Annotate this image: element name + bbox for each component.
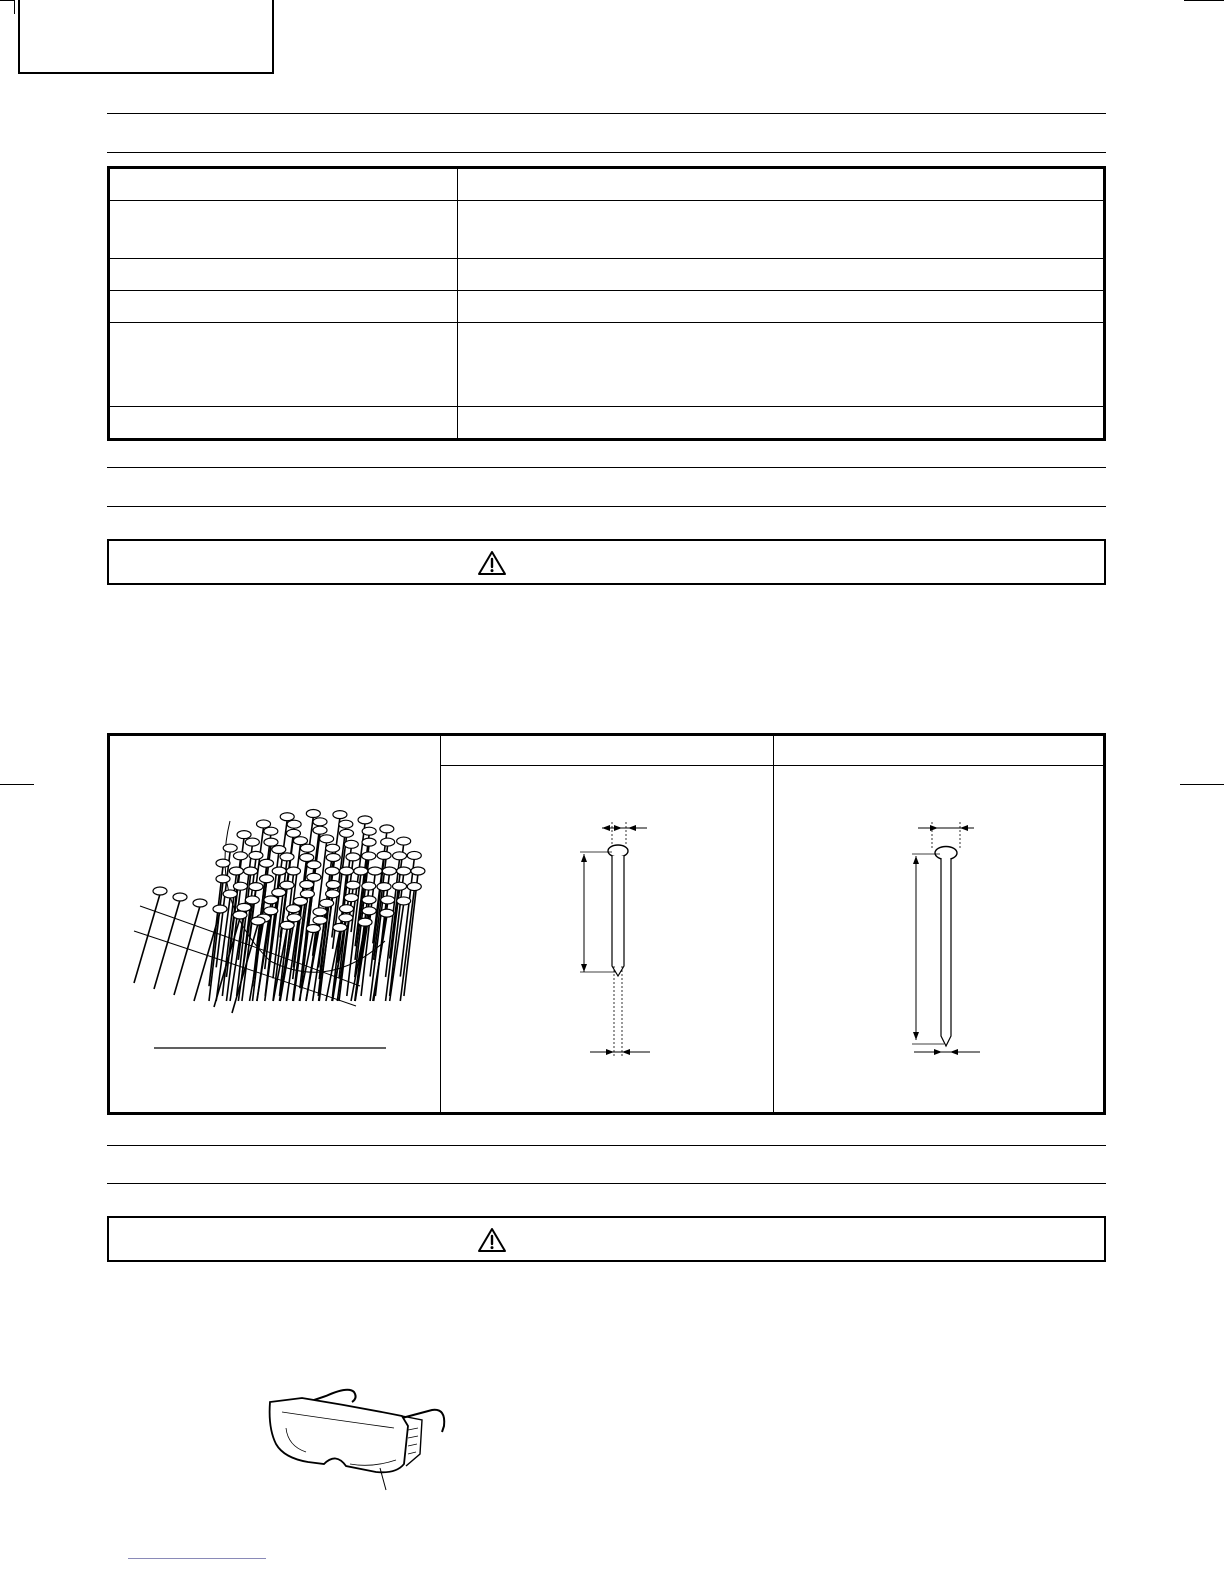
coil-nail-head: [307, 873, 321, 881]
crop-mark-top-left-vertical: [14, 0, 15, 14]
coil-nail-head: [325, 867, 339, 875]
coil-nail-head: [381, 896, 395, 904]
crop-mark-top-left: [0, 0, 14, 1]
coil-nail-head: [306, 810, 320, 818]
coil-nail-head: [333, 811, 347, 819]
language-tab: [18, 0, 274, 74]
coil-nail-head: [339, 820, 353, 828]
spec-row: [109, 291, 1105, 323]
coil-nail-head: [287, 914, 301, 922]
coil-nail-head: [264, 827, 278, 835]
coil-nail-head: [362, 838, 376, 846]
coil-nail-head: [286, 905, 300, 913]
spec-value: [458, 168, 1105, 201]
coil-nail-head: [358, 816, 372, 824]
coil-nail-group: [134, 810, 425, 1013]
fastener-warning-box: [107, 539, 1106, 585]
coil-nail-head: [280, 881, 294, 889]
coil-nail-head: [362, 852, 376, 860]
safety-warning-box: [107, 1216, 1106, 1262]
coil-nail-head: [216, 875, 230, 883]
section-rule: [107, 1145, 1106, 1146]
nail-selection-table: [107, 733, 1106, 1115]
coil-nail-head: [362, 907, 376, 915]
section-rule: [107, 1183, 1106, 1184]
coil-nail-shank: [386, 859, 400, 977]
coil-nail-head: [320, 899, 334, 907]
section-rule: [107, 506, 1106, 507]
nail-table-divider: [773, 736, 774, 1112]
coil-nail-head: [407, 883, 421, 891]
coil-nail-head: [411, 867, 425, 875]
coil-nail-head: [293, 837, 307, 845]
nail-coil-illustration: [120, 791, 440, 1061]
coil-nail-head: [381, 838, 395, 846]
coil-nail-head: [380, 909, 394, 917]
coil-nail-head: [223, 890, 237, 898]
coil-nail-head: [306, 924, 320, 932]
warning-triangle-icon: [477, 1227, 507, 1253]
coil-nail-head: [362, 896, 376, 904]
coil-nail-head: [313, 818, 327, 826]
section-rule: [107, 113, 1106, 114]
coil-nail-head: [344, 894, 358, 902]
safety-glasses-illustration: [262, 1368, 452, 1492]
crop-mark-mid-right: [1180, 784, 1224, 785]
spec-label: [109, 168, 458, 201]
coil-nail-head: [397, 867, 411, 875]
coil-nail-shank: [250, 921, 264, 1001]
coil-nail-head: [286, 867, 300, 875]
spec-label: [109, 407, 458, 440]
coil-nail-head: [344, 840, 358, 848]
warning-triangle-icon: [477, 550, 507, 576]
coil-nail-head: [313, 916, 327, 924]
coil-nail-head: [272, 867, 286, 875]
coil-nail-head: [358, 918, 372, 926]
coil-nail-head: [380, 825, 394, 833]
coil-nail-head: [229, 867, 243, 875]
coil-nail-shank: [194, 912, 220, 1001]
coil-nail-head: [397, 897, 411, 905]
coil-nail-head: [264, 838, 278, 846]
coil-nail-head: [339, 914, 353, 922]
coil-nail-head: [300, 881, 314, 889]
section-rule: [107, 152, 1106, 153]
coil-nail-head: [245, 838, 259, 846]
coil-nail-head: [313, 826, 327, 834]
coil-nail-head: [244, 867, 258, 875]
coil-nail-head: [362, 827, 376, 835]
coil-nail-head: [260, 859, 274, 867]
coil-nail-head: [272, 846, 286, 854]
spec-row: [109, 259, 1105, 291]
coil-nail-head: [407, 851, 421, 859]
spec-value: [458, 407, 1105, 440]
spec-row: [109, 407, 1105, 440]
coil-nail-head: [346, 853, 360, 861]
coil-nail-head: [287, 820, 301, 828]
coil-nail-head: [354, 867, 368, 875]
coil-nail-head: [280, 921, 294, 929]
coil-nail-head: [397, 837, 411, 845]
spec-value: [458, 291, 1105, 323]
coil-nail-head: [233, 852, 247, 860]
coil-nail-head: [251, 917, 265, 925]
coil-nail-shank: [370, 858, 384, 976]
coil-nail-shank: [351, 823, 365, 932]
coil-nail-shank: [400, 890, 414, 1001]
coil-nail-head: [249, 851, 263, 859]
spec-value: [458, 259, 1105, 291]
coil-nail-head: [313, 908, 327, 916]
spec-row: [109, 323, 1105, 407]
coil-nail-head: [213, 905, 227, 913]
nail-dimension-diagram: [904, 816, 994, 1066]
coil-nail-head: [153, 887, 167, 895]
coil-nail-head: [340, 829, 354, 837]
coil-nail-head: [286, 829, 300, 837]
coil-nail-head: [393, 852, 407, 860]
coil-nail-head: [326, 890, 340, 898]
coil-nail-head: [362, 882, 376, 890]
coil-nail-head: [307, 861, 321, 869]
spec-label: [109, 259, 458, 291]
coil-nail-head: [245, 896, 259, 904]
coil-nail-head: [173, 893, 187, 901]
coil-nail-head: [340, 905, 354, 913]
coil-nail-head: [340, 867, 354, 875]
coil-nail-head: [326, 853, 340, 861]
spec-row: [109, 201, 1105, 259]
crop-mark-mid-left: [0, 784, 34, 785]
coil-nail-head: [382, 867, 396, 875]
coil-nail-head: [393, 882, 407, 890]
spec-label: [109, 291, 458, 323]
coil-nail-head: [326, 844, 340, 852]
coil-nail-head: [377, 851, 391, 859]
spec-label: [109, 201, 458, 259]
coil-nail-head: [233, 882, 247, 890]
coil-nail-head: [264, 907, 278, 915]
coil-nail-head: [280, 853, 294, 861]
section-rule: [107, 467, 1106, 468]
nail-dimension-diagram: [572, 816, 662, 1066]
coil-nail-head: [260, 875, 274, 883]
coil-nail-head: [300, 853, 314, 861]
coil-nail-head: [249, 883, 263, 891]
coil-nail-head: [223, 844, 237, 852]
specifications-table: [107, 166, 1106, 441]
spec-row: [109, 168, 1105, 201]
coil-nail-head: [346, 881, 360, 889]
crop-mark-top-right: [1184, 0, 1224, 1]
nail-table-divider: [440, 736, 441, 1112]
coil-nail-head: [272, 888, 286, 896]
footer-rule: [128, 1558, 266, 1559]
coil-nail-head: [293, 897, 307, 905]
coil-nail-head: [280, 813, 294, 821]
coil-nail-head: [377, 883, 391, 891]
spec-value: [458, 323, 1105, 407]
coil-nail-head: [264, 896, 278, 904]
coil-nail-head: [216, 859, 230, 867]
nail-table-header-rule: [440, 765, 1103, 766]
coil-nail-head: [237, 903, 251, 911]
spec-label: [109, 323, 458, 407]
coil-nail-shank: [390, 874, 404, 996]
coil-nail-head: [233, 911, 247, 919]
coil-nail-head: [320, 835, 334, 843]
spec-value: [458, 201, 1105, 259]
coil-nail-head: [300, 844, 314, 852]
coil-nail-head: [333, 923, 347, 931]
coil-nail-head: [193, 899, 207, 907]
coil-nail-head: [326, 881, 340, 889]
coil-nail-head: [300, 890, 314, 898]
coil-nail-head: [237, 831, 251, 839]
coil-nail-head: [257, 820, 271, 828]
coil-nail-head: [368, 867, 382, 875]
